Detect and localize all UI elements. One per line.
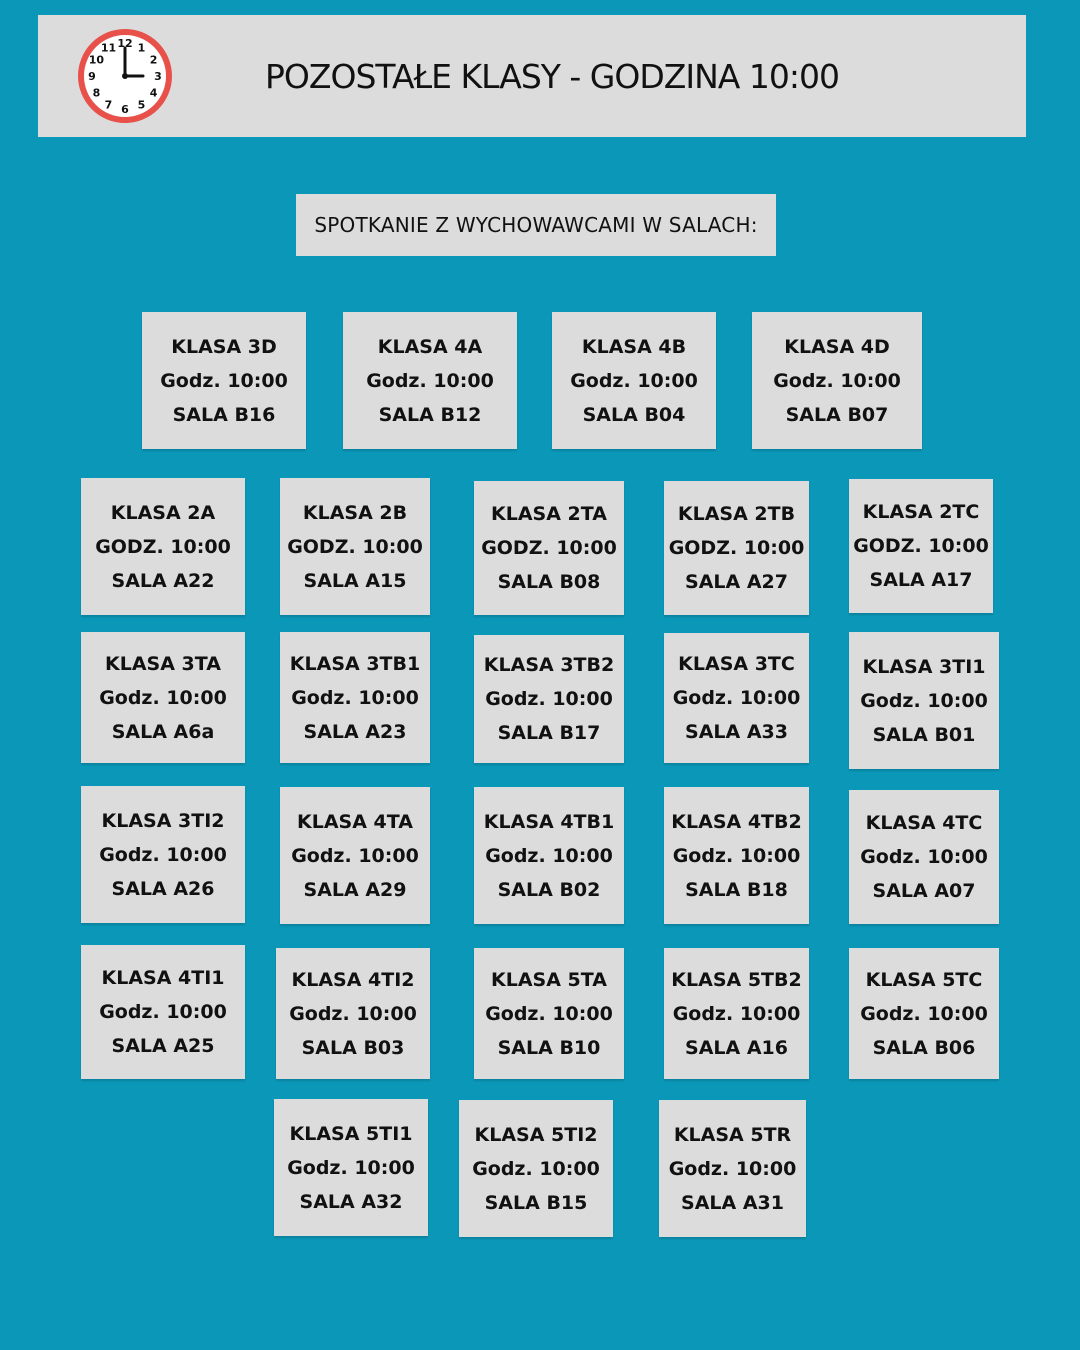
- class-card: [81, 786, 245, 923]
- class-room: SALA A17: [869, 569, 973, 591]
- class-time: Godz. 10:00: [570, 369, 698, 392]
- class-name: KLASA 5TA: [491, 968, 607, 991]
- class-time: Godz. 10:00: [99, 686, 227, 709]
- class-room: SALA A32: [299, 1190, 403, 1213]
- class-time: Godz. 10:00: [672, 687, 801, 709]
- class-time: Godz. 10:00: [860, 846, 988, 868]
- class-card: [81, 478, 245, 615]
- class-time: Godz. 10:00: [366, 369, 494, 392]
- clock-number: 10: [88, 53, 105, 67]
- class-name: KLASA 4TA: [297, 810, 413, 833]
- clock-number: 11: [100, 41, 117, 55]
- class-room: SALA B06: [872, 1036, 976, 1059]
- class-room: SALA A25: [111, 1035, 215, 1057]
- class-name: KLASA 3TI1: [862, 655, 986, 678]
- class-name: KLASA 5TR: [673, 1123, 792, 1146]
- class-card: [276, 948, 430, 1079]
- class-name: KLASA 5TI1: [289, 1122, 413, 1145]
- class-name: KLASA 4B: [581, 335, 687, 358]
- class-name: KLASA 2TB: [677, 503, 796, 525]
- class-time: Godz. 10:00: [485, 844, 613, 867]
- clock-number: 8: [92, 86, 101, 100]
- class-time: Godz. 10:00: [291, 686, 419, 709]
- class-card: [752, 312, 922, 449]
- class-card: [474, 787, 624, 924]
- class-name: KLASA 3TC: [678, 653, 795, 675]
- class-name: KLASA 3D: [171, 335, 277, 358]
- class-room: SALA A26: [111, 877, 215, 900]
- subtitle-banner: SPOTKANIE Z WYCHOWAWCAMI W SALACH:: [296, 194, 776, 256]
- clock-number: 12: [117, 37, 133, 50]
- class-card: [81, 945, 245, 1079]
- class-time: Godz. 10:00: [287, 1156, 415, 1179]
- class-room: SALA A29: [303, 878, 407, 901]
- class-room: SALA A27: [685, 571, 788, 593]
- clock-number: 4: [149, 86, 158, 100]
- class-card: [849, 479, 993, 613]
- clock-number: 7: [104, 98, 113, 112]
- class-name: KLASA 3TI2: [101, 809, 225, 832]
- class-time: Godz. 10:00: [289, 1002, 417, 1025]
- class-time: Godz. 10:00: [99, 843, 227, 866]
- class-room: SALA B01: [872, 723, 976, 746]
- class-card: [664, 481, 809, 615]
- clock-number: 1: [137, 41, 146, 55]
- class-room: SALA B18: [685, 878, 788, 901]
- class-card: [142, 312, 306, 449]
- class-card: [659, 1100, 806, 1237]
- clock-number: 6: [121, 103, 129, 116]
- class-time: Godz. 10:00: [672, 1002, 801, 1025]
- class-time: Godz. 10:00: [485, 1002, 613, 1025]
- class-card: [280, 632, 430, 763]
- class-room: SALA B08: [497, 571, 601, 593]
- class-card: [81, 632, 245, 763]
- class-time: Godz. 10:00: [485, 688, 613, 710]
- clock-center: [122, 73, 128, 79]
- class-name: KLASA 3TA: [105, 652, 221, 675]
- class-name: KLASA 5TB2: [671, 968, 802, 991]
- clock-number: 2: [149, 53, 158, 67]
- class-time: Godz. 10:00: [773, 369, 901, 392]
- class-card: [552, 312, 716, 449]
- class-name: KLASA 4TB2: [671, 810, 802, 833]
- class-time: GODZ. 10:00: [481, 537, 617, 559]
- class-time: GODZ. 10:00: [95, 535, 231, 558]
- class-name: KLASA 5TC: [865, 968, 983, 991]
- class-room: SALA A33: [685, 721, 788, 743]
- class-time: GODZ. 10:00: [853, 535, 989, 557]
- class-room: SALA B12: [378, 403, 482, 426]
- class-room: SALA B17: [497, 722, 601, 744]
- class-name: KLASA 4TI2: [291, 968, 415, 991]
- class-name: KLASA 5TI2: [474, 1123, 598, 1146]
- class-name: KLASA 4D: [784, 335, 890, 358]
- class-card: [459, 1100, 613, 1237]
- class-time: Godz. 10:00: [860, 689, 988, 712]
- class-card: [474, 635, 624, 763]
- class-name: KLASA 2TC: [862, 501, 980, 523]
- class-name: KLASA 4TI1: [101, 967, 225, 989]
- class-time: GODZ. 10:00: [668, 537, 805, 559]
- class-room: SALA B07: [785, 403, 889, 426]
- class-room: SALA A23: [303, 720, 407, 743]
- class-room: SALA B10: [497, 1036, 601, 1059]
- class-room: SALA A22: [111, 569, 215, 592]
- class-time: Godz. 10:00: [668, 1157, 797, 1180]
- class-card: [664, 948, 809, 1079]
- class-name: KLASA 2A: [110, 501, 216, 524]
- page-title: POZOSTAŁE KLASY - GODZINA 10:00: [265, 57, 839, 96]
- class-card: [343, 312, 517, 449]
- class-card: [474, 948, 624, 1079]
- class-card: [280, 478, 430, 615]
- class-time: Godz. 10:00: [472, 1157, 600, 1180]
- clock-number: 9: [88, 70, 96, 83]
- class-name: KLASA 4TC: [865, 812, 983, 834]
- class-time: Godz. 10:00: [160, 369, 288, 392]
- class-card: [664, 633, 809, 763]
- class-card: [849, 790, 999, 924]
- class-card: [474, 481, 624, 615]
- class-time: Godz. 10:00: [99, 1001, 227, 1023]
- class-name: KLASA 2B: [302, 501, 408, 524]
- class-time: Godz. 10:00: [672, 844, 801, 867]
- class-room: SALA B15: [484, 1191, 588, 1214]
- class-card: [849, 632, 999, 769]
- class-name: KLASA 2TA: [491, 503, 607, 525]
- class-room: SALA A15: [303, 569, 407, 592]
- class-time: Godz. 10:00: [291, 844, 419, 867]
- class-time: Godz. 10:00: [860, 1002, 988, 1025]
- clock-icon: [77, 28, 173, 124]
- class-room: SALA A16: [685, 1036, 788, 1059]
- class-room: SALA A6a: [111, 720, 215, 743]
- class-card: [280, 787, 430, 924]
- class-time: GODZ. 10:00: [287, 535, 423, 558]
- class-name: KLASA 4A: [377, 335, 483, 358]
- class-room: SALA B02: [497, 878, 601, 901]
- clock-number: 3: [154, 70, 162, 83]
- class-room: SALA A07: [872, 880, 976, 902]
- class-room: SALA B03: [301, 1036, 405, 1059]
- class-card: [849, 948, 999, 1079]
- clock-number: 5: [137, 98, 146, 112]
- class-name: KLASA 3TB2: [483, 654, 615, 676]
- class-name: KLASA 4TB1: [483, 810, 615, 833]
- class-card: [664, 787, 809, 924]
- class-room: SALA B16: [172, 403, 276, 426]
- class-name: KLASA 3TB1: [289, 652, 421, 675]
- class-card: [274, 1099, 428, 1236]
- class-room: SALA B04: [582, 403, 686, 426]
- class-room: SALA A31: [681, 1191, 784, 1214]
